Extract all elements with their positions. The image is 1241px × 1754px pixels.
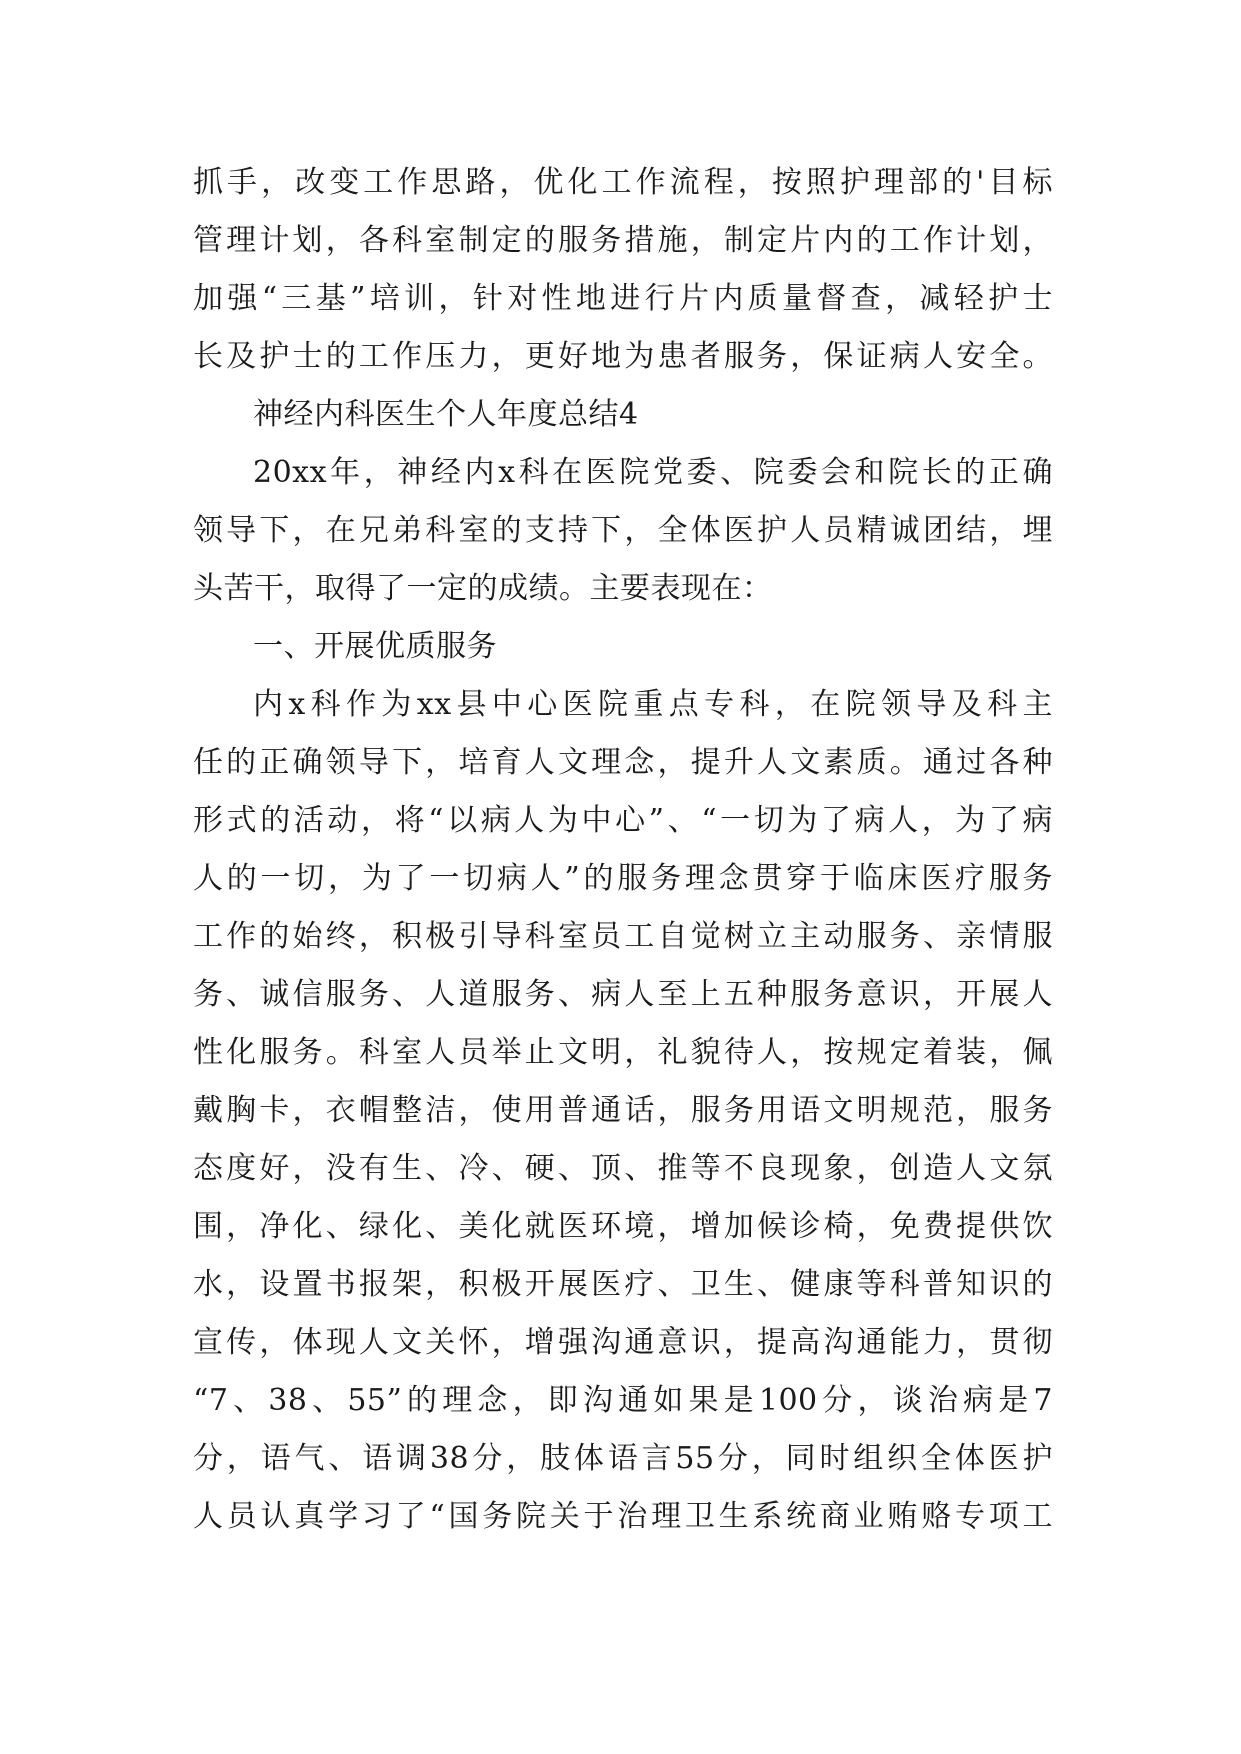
section-heading: 神经内科医生个人年度总结4 — [253, 397, 639, 432]
text-line: 抓手，改变工作思路，优化工作流程，按照护理部的'目标 — [193, 165, 1053, 200]
text-line: 务、诚信服务、人道服务、病人至上五种服务意识，开展人 — [193, 977, 1053, 1012]
text-line: 20xx年，神经内x科在医院党委、院委会和院长的正确 — [253, 455, 1053, 490]
text-line: 领导下，在兄弟科室的支持下，全体医护人员精诚团结，埋 — [193, 513, 1053, 548]
subsection-heading: 一、开展优质服务 — [253, 629, 497, 664]
text-line: 形式的活动，将“以病人为中心”、“一切为了病人，为了病 — [193, 803, 1053, 838]
text-line: 宣传，体现人文关怀，增强沟通意识，提高沟通能力，贯彻 — [193, 1325, 1053, 1360]
text-line: 长及护士的工作压力，更好地为患者服务，保证病人安全。 — [193, 339, 1053, 374]
text-line: 性化服务。科室人员举止文明，礼貌待人，按规定着装，佩 — [193, 1035, 1053, 1070]
text-line: 工作的始终，积极引导科室员工自觉树立主动服务、亲情服 — [193, 919, 1053, 954]
text-line: 分，语气、语调38分，肢体语言55分，同时组织全体医护 — [193, 1441, 1053, 1476]
text-line: 内x科作为xx县中心医院重点专科，在院领导及科主 — [253, 687, 1053, 722]
text-line: 戴胸卡，衣帽整洁，使用普通话，服务用语文明规范，服务 — [193, 1093, 1053, 1128]
text-line: 人员认真学习了“国务院关于治理卫生系统商业贿赂专项工 — [193, 1499, 1053, 1534]
text-line: 围，净化、绿化、美化就医环境，增加候诊椅，免费提供饮 — [193, 1209, 1053, 1244]
text-line: 水，设置书报架，积极开展医疗、卫生、健康等科普知识的 — [193, 1267, 1053, 1302]
text-line: 管理计划，各科室制定的服务措施，制定片内的工作计划， — [193, 223, 1053, 258]
text-line: 人的一切，为了一切病人”的服务理念贯穿于临床医疗服务 — [193, 861, 1053, 896]
text-line: 加强“三基”培训，针对性地进行片内质量督查，减轻护士 — [193, 281, 1053, 316]
text-line: 头苦干，取得了一定的成绩。主要表现在： — [193, 571, 773, 606]
text-line: 任的正确领导下，培育人文理念，提升人文素质。通过各种 — [193, 745, 1053, 780]
text-line: “7、38、55”的理念，即沟通如果是100分，谈治病是7 — [193, 1383, 1053, 1418]
text-line: 态度好，没有生、冷、硬、顶、推等不良现象，创造人文氛 — [193, 1151, 1053, 1186]
document-body — [193, 154, 1053, 1546]
